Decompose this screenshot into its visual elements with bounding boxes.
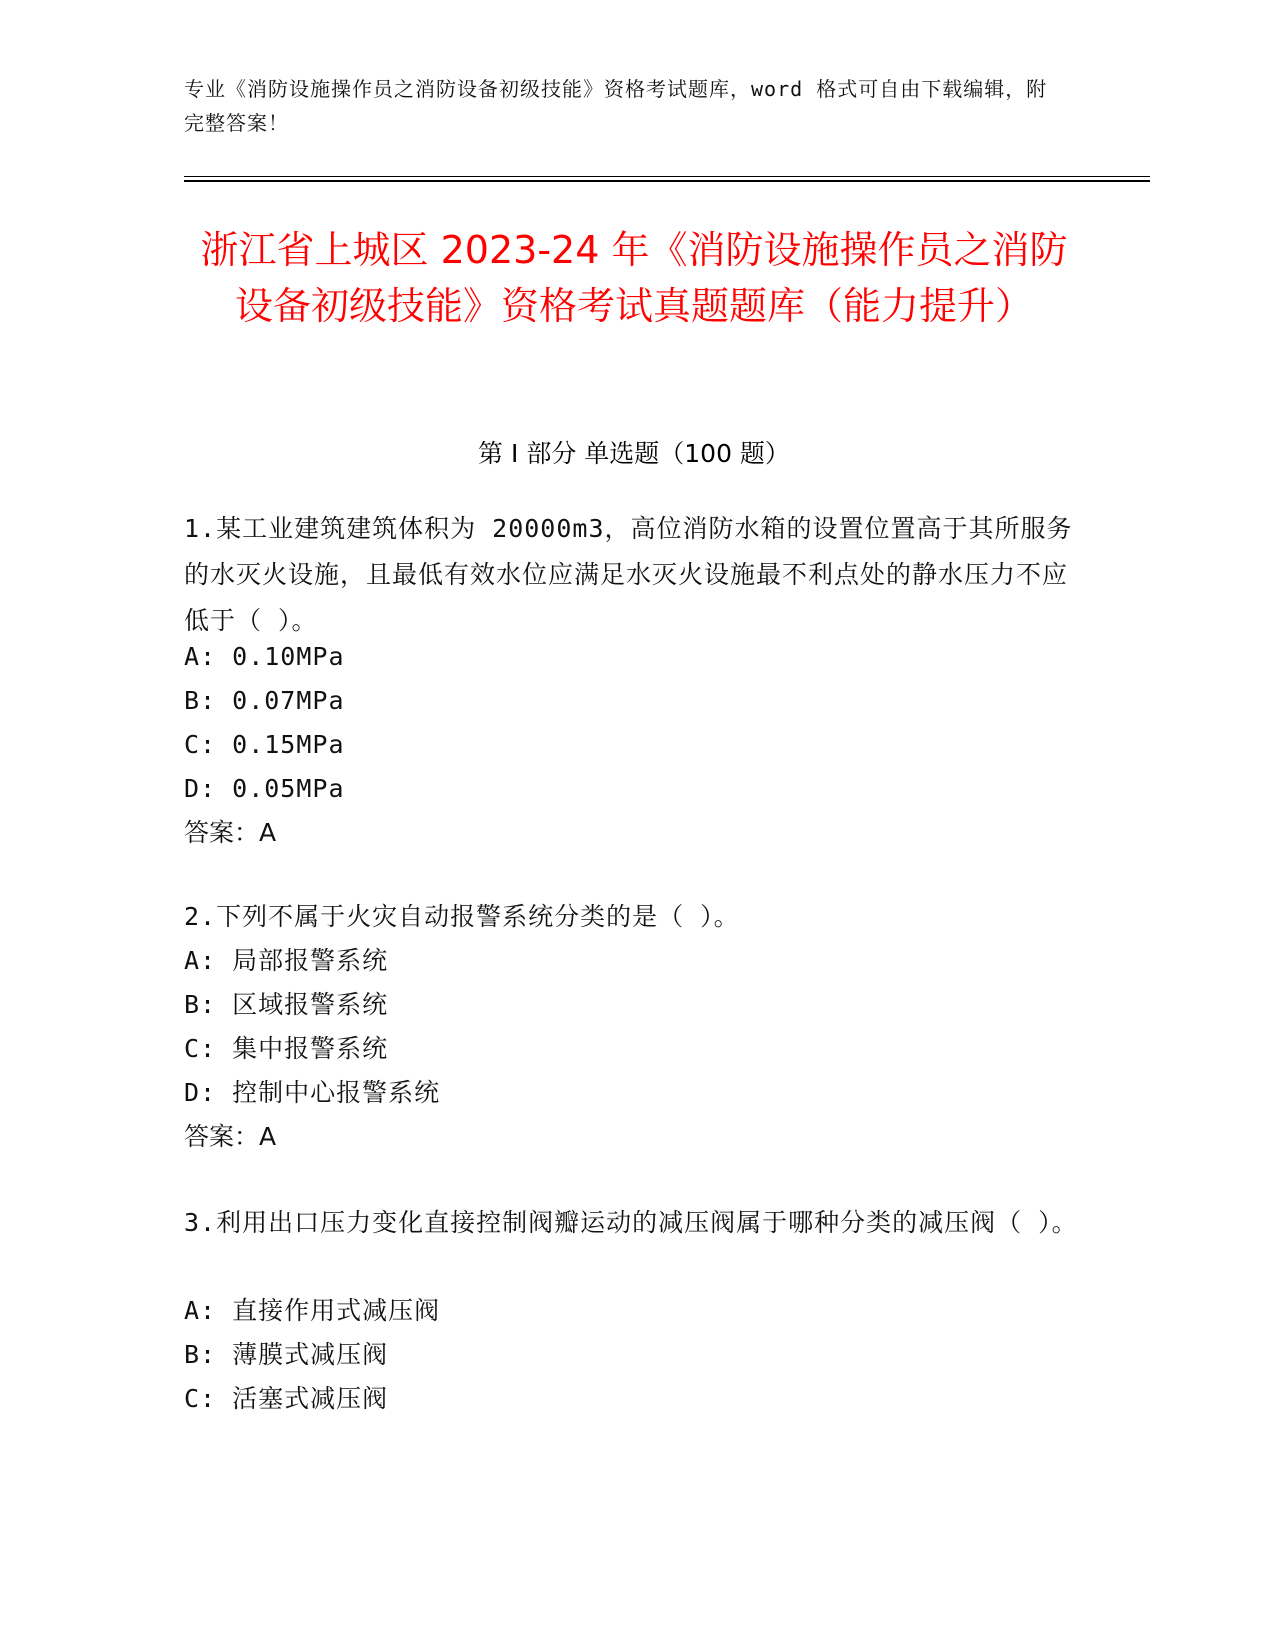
question-2-option-c: C: 集中报警系统 [184,1034,389,1063]
header-note: 专业《消防设施操作员之消防设备初级技能》资格考试题库，word 格式可自由下载编辑，附完整答案！ [184,77,1048,135]
document-title: 浙江省上城区 2023-24 年《消防设施操作员之消防设备初级技能》资格考试真题题库（能力提升） [200,228,1068,328]
question-3-option-c: C: 活塞式减压阀 [184,1384,389,1413]
question-1-option-b: B: 0.07MPa [184,686,345,715]
question-2-option-a: A: 局部报警系统 [184,946,389,975]
header-divider-thin [184,176,1150,177]
question-2-answer: 答案：A [184,1122,277,1151]
section-title: 第 I 部分 单选题（100 题） [478,439,790,468]
question-1-option-d: D: 0.05MPa [184,774,345,803]
question-2-option-b: B: 区域报警系统 [184,990,389,1019]
question-3-option-b: B: 薄膜式减压阀 [184,1340,389,1369]
question-3-option-a: A: 直接作用式减压阀 [184,1296,441,1325]
question-1-option-c: C: 0.15MPa [184,730,345,759]
question-2-text: 2.下列不属于火灾自动报警系统分类的是（ ）。 [184,902,740,931]
question-2-option-d: D: 控制中心报警系统 [184,1078,441,1107]
question-1-option-a: A: 0.10MPa [184,642,345,671]
question-1-answer: 答案：A [184,818,277,847]
question-3-text: 3.利用出口压力变化直接控制阀瓣运动的减压阀属于哪种分类的减压阀（ ）。 [184,1208,1078,1237]
header-divider-thick [184,180,1150,182]
question-1-text: 1.某工业建筑建筑体积为 20000m3，高位消防水箱的设置位置高于其所服务的水灭火设施，且最低有效水位应满足水灭火设施最不利点处的静水压力不应低于（ ）。 [184,514,1073,635]
